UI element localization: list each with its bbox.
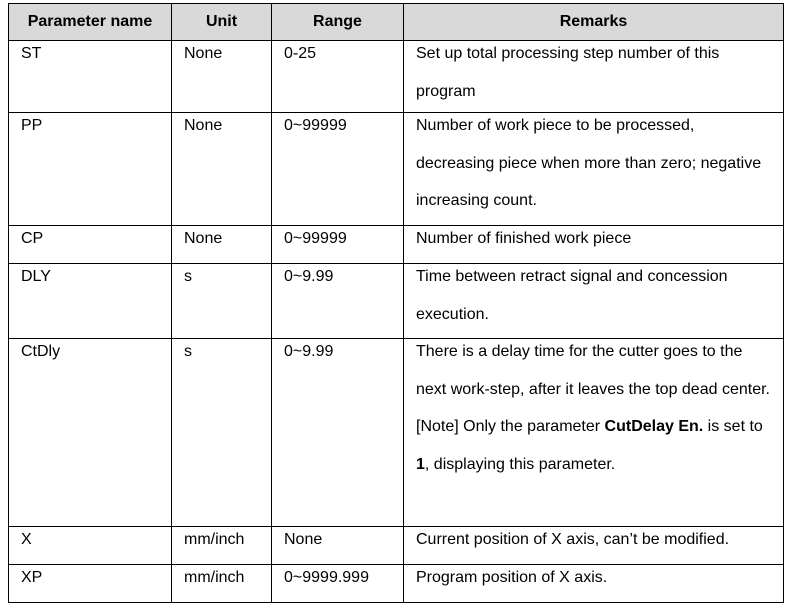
parameter-table (8, 3, 784, 603)
cell-name: ST (9, 41, 172, 113)
note-prefix: [Note] Only the parameter (416, 418, 605, 435)
note-mid: is set to (703, 418, 763, 435)
cell-range: 0~9999.999 (272, 565, 404, 603)
header-range: Range (272, 4, 404, 41)
cell-remarks: Number of finished work piece (404, 226, 784, 264)
cell-range: 0~9.99 (272, 264, 404, 339)
table-row (9, 113, 784, 226)
cell-name: CP (9, 226, 172, 264)
header-unit: Unit (172, 4, 272, 41)
cell-unit: mm/inch (172, 527, 272, 565)
table-row (9, 264, 784, 339)
cell-name: X (9, 527, 172, 565)
cell-range: 0~9.99 (272, 339, 404, 527)
cell-range: 0~99999 (272, 113, 404, 226)
cell-remarks: Program position of X axis. (404, 565, 784, 603)
note-suffix: , displaying this parameter. (424, 455, 616, 473)
note-bold-value: 1 (416, 455, 425, 473)
header-remarks: Remarks (404, 4, 784, 41)
cell-range: 0~99999 (272, 226, 404, 264)
cell-remarks: Current position of X axis, can’t be modified. (404, 527, 784, 565)
cell-unit: s (172, 339, 272, 527)
cell-remarks: Number of work piece to be processed, decreasing piece when more than zero; negative increasing count. (404, 113, 784, 226)
cell-name: CtDly (9, 339, 172, 527)
cell-name: DLY (9, 264, 172, 339)
cell-remarks: Time between retract signal and concession execution. (404, 264, 784, 339)
remarks-text: There is a delay time for the cutter goes to the next work-step, after it leaves the top dead center. (416, 343, 770, 398)
cell-unit: None (172, 113, 272, 226)
cell-unit: None (172, 226, 272, 264)
cell-remarks (404, 339, 784, 527)
cell-range: None (272, 527, 404, 565)
table-row (9, 339, 784, 527)
cell-unit: s (172, 264, 272, 339)
cell-name: PP (9, 113, 172, 226)
header-parameter-name: Parameter name (9, 4, 172, 41)
table-row (9, 565, 784, 603)
cell-unit: mm/inch (172, 565, 272, 603)
cell-remarks: Set up total processing step number of this program (404, 41, 784, 113)
note-bold-param: CutDelay En. (604, 418, 704, 435)
table-row (9, 41, 784, 113)
cell-unit: None (172, 41, 272, 113)
cell-range: 0-25 (272, 41, 404, 113)
cell-name: XP (9, 565, 172, 603)
